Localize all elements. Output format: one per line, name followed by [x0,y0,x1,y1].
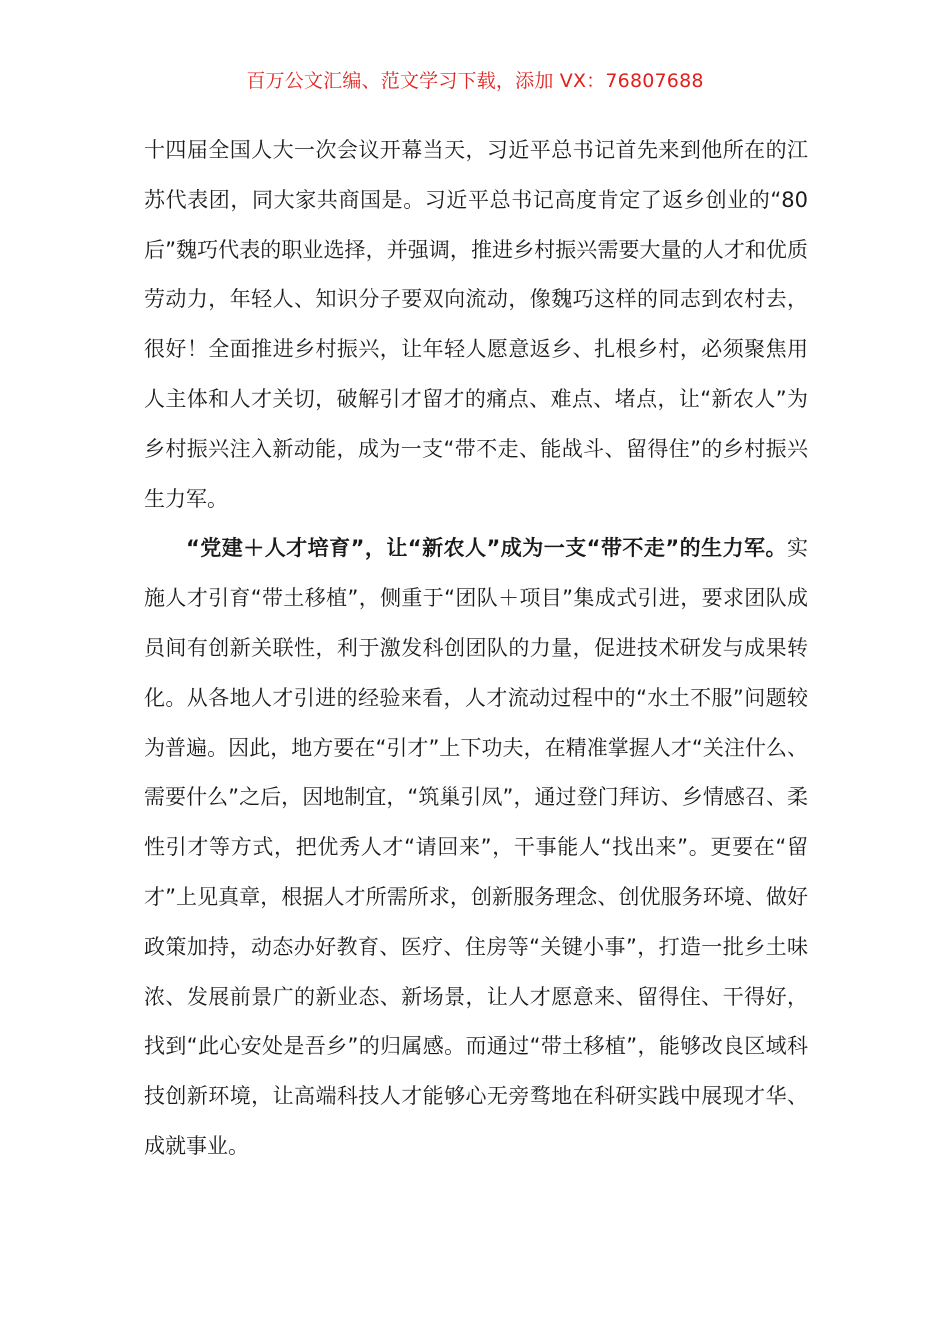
paragraph-talent-text: 实施人才引育“带土移植”，侧重于“团队＋项目”集成式引进，要求团队成员间有创新关联性，利于激发科创团队的力量，促进技术研发与成果转化。从各地人才引进的经验来看，人才流动过程中的“水土不服”问题较为普遍。因此，地方要在“引才”上下功夫，在精准掌握人才“关注什么、需要什么”之后，因地制宜，“筑巢引凤”，通过登门拜访、乡情感召、柔性引才等方式，把优秀人才“请回来”，干事能人“找出来”。更要在“留才”上见真章，根据人才所需所求，创新服务理念、创优服务环境、做好政策加持，动态办好教育、医疗、住房等“关键小事”，打造一批乡土味浓、发展前景广的新业态、新场景，让人才愿意来、留得住、干得好，找到“此心安处是吾乡”的归属感。而通过“带土移植”，能够改良区域科技创新环境，让高端科技人才能够心无旁骛地在科研实践中展现才华、成就事业。 [144,536,808,1158]
paragraph-talent [144,524,808,1171]
document-body [144,126,808,1172]
promo-header: 百万公文汇编、范文学习下载，添加 VX：76807688 [246,70,704,92]
paragraph-intro: 十四届全国人大一次会议开幕当天，习近平总书记首先来到他所在的江苏代表团，同大家共商国是。习近平总书记高度肯定了返乡创业的“80后”魏巧代表的职业选择，并强调，推进乡村振兴需要大量的人才和优质劳动力，年轻人、知识分子要双向流动，像魏巧这样的同志到农村去，很好！全面推进乡村振兴，让年轻人愿意返乡、扎根乡村，必须聚焦用人主体和人才关切，破解引才留才的痛点、难点、堵点，让“新农人”为乡村振兴注入新动能，成为一支“带不走、能战斗、留得住”的乡村振兴生力军。 [144,138,808,511]
paragraph-talent-heading: “党建＋人才培育”，让“新农人”成为一支“带不走”的生力军。 [186,536,787,561]
